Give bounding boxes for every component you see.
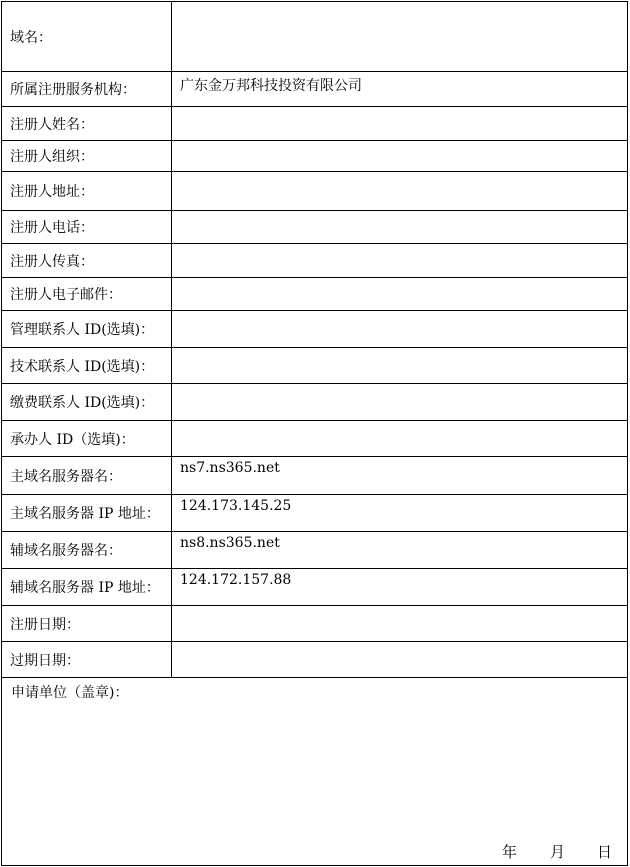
row-value <box>173 211 627 243</box>
row-value <box>173 384 627 420</box>
form-row-secondary-ns-ip <box>1 568 628 605</box>
row-value <box>173 172 627 210</box>
row-label: 域名： <box>2 2 172 71</box>
row-value <box>173 642 627 677</box>
row-label: 主域名服务器名： <box>2 457 172 494</box>
row-label: 缴费联系人 ID(选填)： <box>2 384 172 420</box>
row-value <box>173 311 627 347</box>
row-label: 注册人电话： <box>2 211 172 243</box>
row-value <box>173 244 627 277</box>
row-value <box>173 278 627 310</box>
form-row-secondary-ns <box>1 531 628 568</box>
row-label: 注册日期： <box>2 606 172 641</box>
form-row-registrant-address <box>1 171 628 210</box>
form-row-tech-contact <box>1 347 628 383</box>
row-label: 注册人传真： <box>2 244 172 277</box>
date-year-label: 年 <box>502 843 518 861</box>
row-value: 广东金万邦科技投资有限公司 <box>180 78 362 94</box>
applicant-label: 申请单位（盖章)： <box>11 685 129 701</box>
row-value: ns7.ns365.net <box>180 460 280 476</box>
form-row-registrar <box>1 71 628 106</box>
date-month-label: 月 <box>550 843 566 861</box>
row-value <box>173 141 627 171</box>
row-value: ns8.ns365.net <box>180 535 280 551</box>
form-row-registrant-name <box>1 106 628 140</box>
row-label: 注册人组织： <box>2 141 172 171</box>
row-label: 管理联系人 ID(选填)： <box>2 311 172 347</box>
row-label: 注册人电子邮件： <box>2 278 172 310</box>
row-label: 注册人姓名： <box>2 107 172 140</box>
row-label: 承办人 ID（选填)： <box>2 421 172 456</box>
form-row-registrant-email <box>1 277 628 310</box>
form-row-admin-contact <box>1 310 628 347</box>
form-row-primary-ns <box>1 456 628 494</box>
row-value: 124.172.157.88 <box>180 572 292 588</box>
form-row-primary-ns-ip <box>1 494 628 531</box>
row-label: 辅域名服务器 IP 地址： <box>2 569 172 605</box>
form-row-domain <box>1 1 628 71</box>
row-value: 124.173.145.25 <box>180 498 292 514</box>
row-label: 辅域名服务器名： <box>2 532 172 568</box>
form-row-billing-contact <box>1 383 628 420</box>
date-day-label: 日 <box>597 843 613 861</box>
form-row-registrant-org <box>1 140 628 171</box>
row-label: 所属注册服务机构： <box>2 72 172 106</box>
row-label: 主域名服务器 IP 地址： <box>2 495 172 531</box>
form-row-handler <box>1 420 628 456</box>
row-value <box>173 348 627 383</box>
row-label: 技术联系人 ID(选填)： <box>2 348 172 383</box>
form-row-expiry-date <box>1 641 628 677</box>
form-row-registration-date <box>1 605 628 641</box>
applicant-section <box>1 677 628 866</box>
row-value <box>173 107 627 140</box>
row-label: 注册人地址： <box>2 172 172 210</box>
form-row-registrant-fax <box>1 243 628 277</box>
row-value <box>173 2 627 71</box>
row-value <box>173 421 627 456</box>
form-row-registrant-phone <box>1 210 628 243</box>
row-value <box>173 606 627 641</box>
row-label: 过期日期： <box>2 642 172 677</box>
